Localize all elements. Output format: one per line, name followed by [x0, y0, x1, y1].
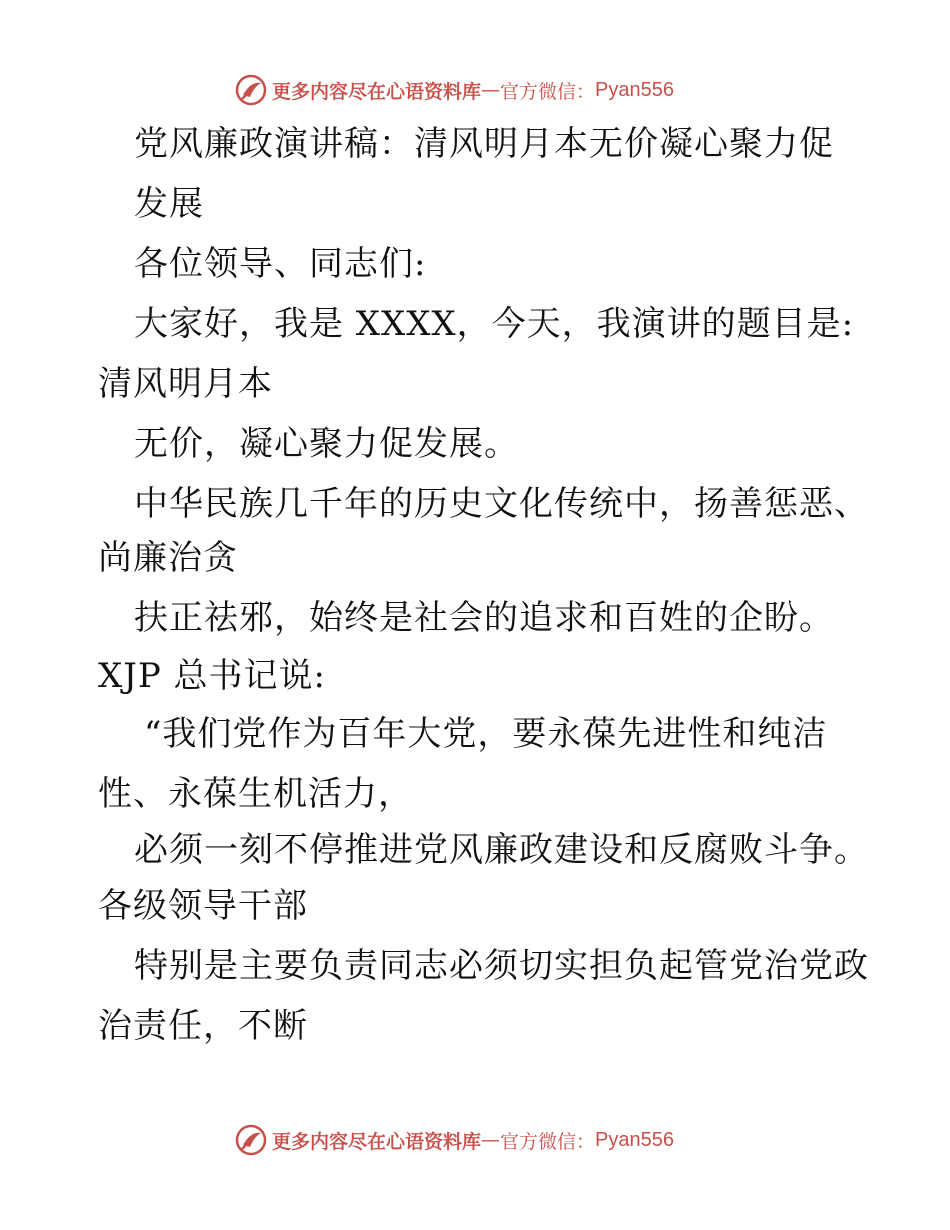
- paragraph-line: 尚廉治贪: [98, 538, 238, 578]
- footer-watermark: [234, 1123, 674, 1157]
- paragraph-line: 无价，凝心聚力促发展。: [134, 424, 519, 464]
- watermark-text: 更多内容尽在心语资料库: [272, 80, 482, 103]
- salutation: 各位领导、同志们:: [134, 244, 427, 284]
- paragraph-line: 中华民族几千年的历史文化传统中，扬善惩恶、: [134, 484, 869, 524]
- paragraph-line: 清风明月本: [98, 364, 273, 404]
- header-watermark: [234, 73, 674, 107]
- watermark-separator: —: [481, 1129, 501, 1151]
- watermark-wechat-label: 官方微信：: [500, 1130, 596, 1153]
- logo-icon: [234, 1123, 268, 1157]
- quote-line: “我们党作为百年大党，要永葆先进性和纯洁: [144, 714, 828, 754]
- watermark-wechat-id: Pyan556: [595, 1128, 674, 1151]
- title-line-2: 发展: [134, 184, 204, 224]
- title-line-1: 党风廉政演讲稿：清风明月本无价凝心聚力促: [134, 124, 834, 164]
- quote-line: 性、永葆生机活力，: [98, 774, 413, 814]
- quote-line: 必须一刻不停推进党风廉政建设和反腐败斗争。: [134, 830, 869, 870]
- logo-icon: [234, 73, 268, 107]
- quote-line: 各级领导干部: [98, 886, 308, 926]
- paragraph-line: XJP 总书记说:: [98, 656, 326, 696]
- quote-line: 治责任，不断: [98, 1006, 308, 1046]
- watermark-text: 更多内容尽在心语资料库: [272, 1130, 482, 1153]
- quote-line: 特别是主要负责同志必须切实担负起管党治党政: [134, 946, 869, 986]
- paragraph-line: 大家好，我是 XXXX，今天，我演讲的题目是:: [134, 304, 855, 344]
- watermark-wechat-label: 官方微信：: [500, 80, 596, 103]
- watermark-wechat-id: Pyan556: [595, 78, 674, 101]
- paragraph-line: 扶正祛邪，始终是社会的追求和百姓的企盼。: [134, 598, 834, 638]
- watermark-separator: —: [481, 79, 501, 101]
